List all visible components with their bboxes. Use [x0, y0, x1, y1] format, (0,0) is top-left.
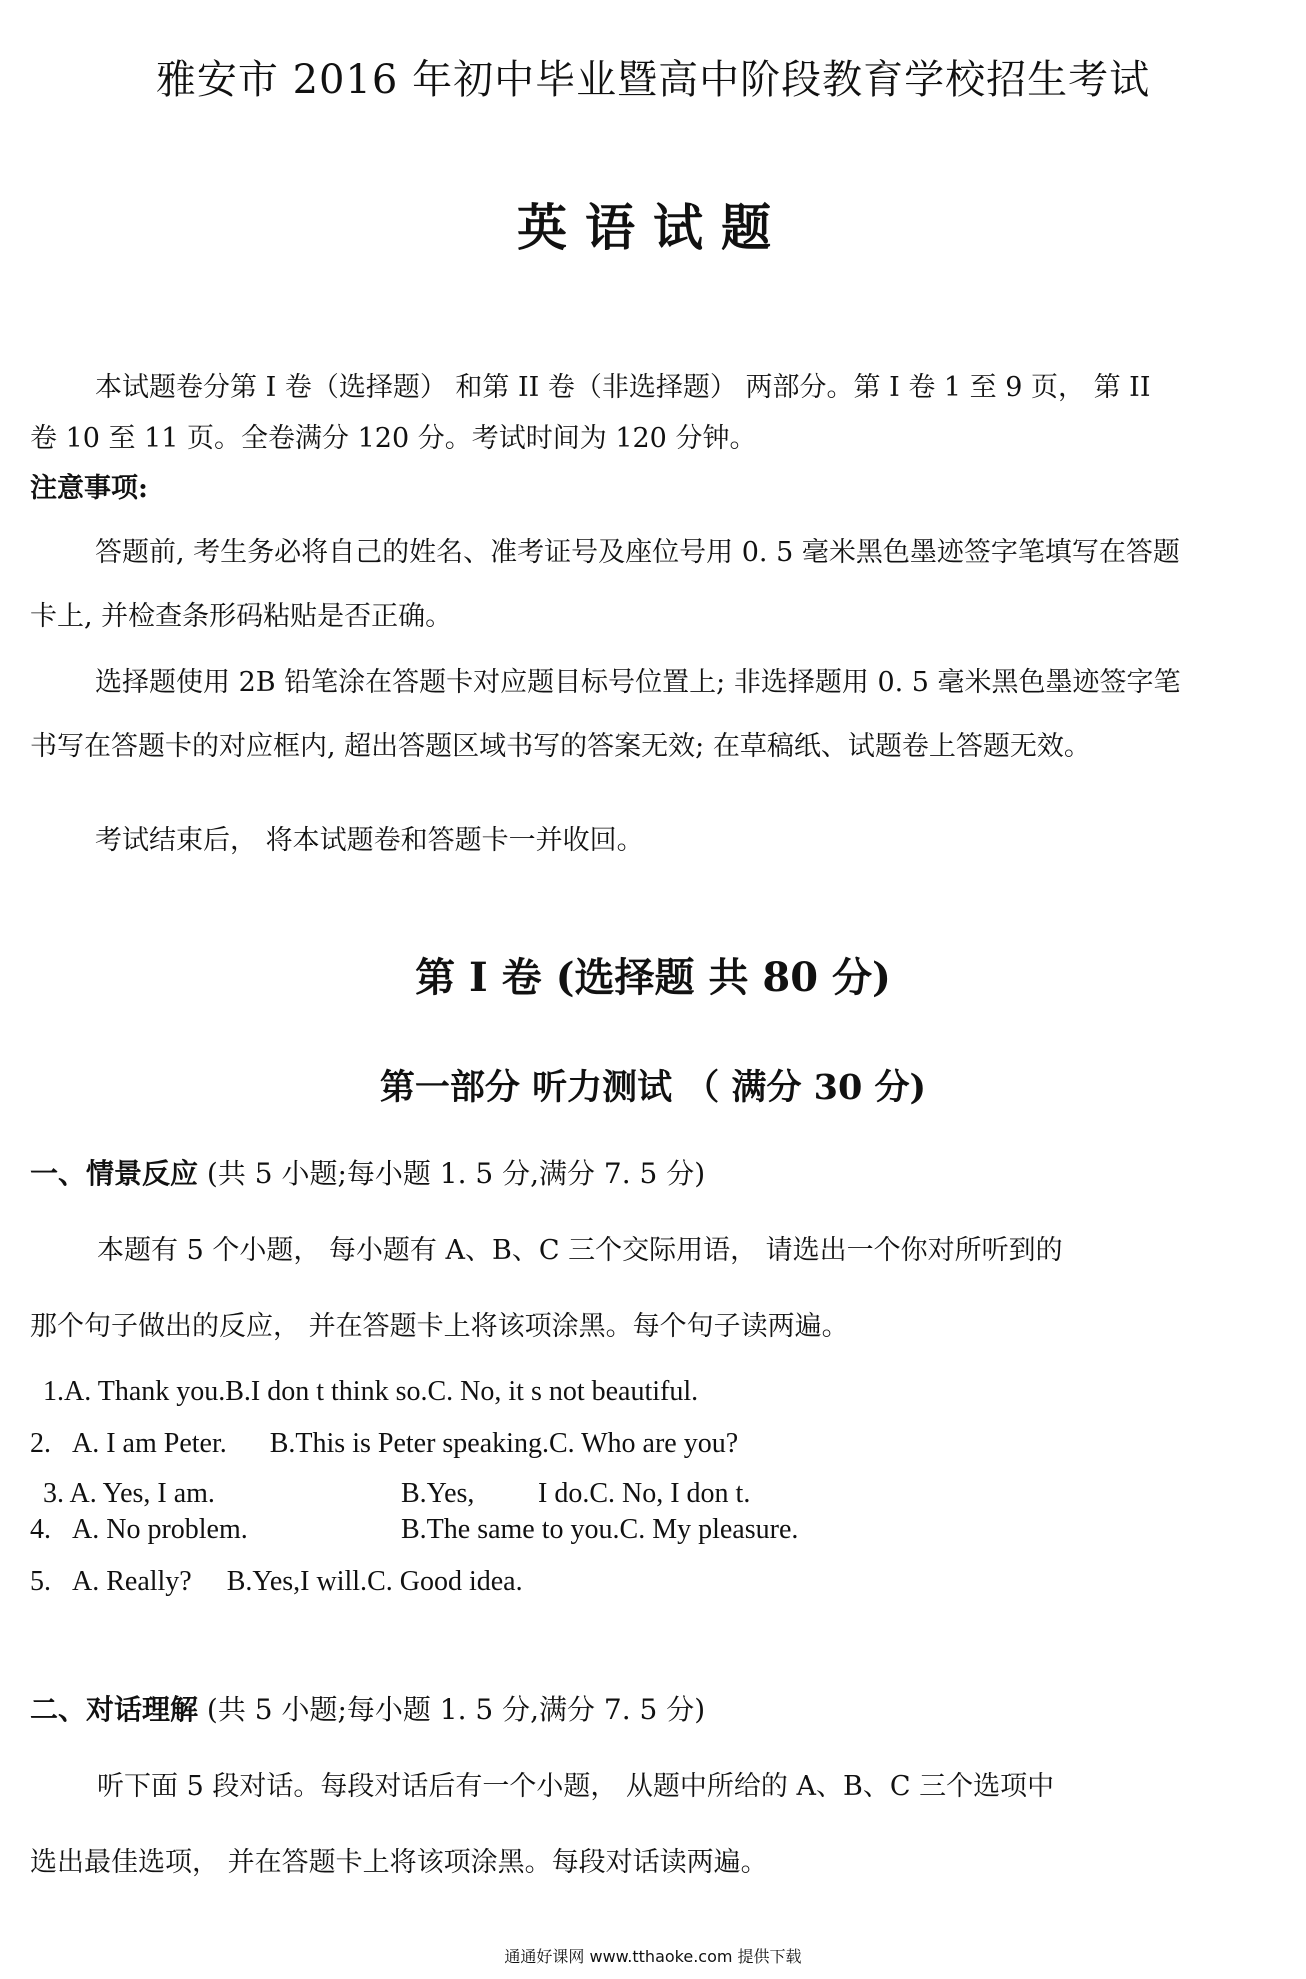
question-3 — [43, 1478, 215, 1510]
option-a: A. I am Peter. — [72, 1428, 227, 1459]
section-1-scoring: (共 5 小题;每小题 1. 5 分,满分 7. 5 分) — [206, 1157, 706, 1190]
volume-1-title: 第 I 卷 (选择题 共 80 分) — [415, 954, 891, 1001]
question-number: 5. — [30, 1566, 51, 1597]
option-a: A. Thank you. — [64, 1376, 226, 1407]
section-2-heading-line — [30, 1688, 705, 1728]
section-2-heading: 二、对话理解 — [30, 1693, 199, 1726]
option-c: C. Good idea. — [367, 1566, 523, 1597]
option-a: A. Yes, I am. — [69, 1478, 215, 1509]
note-2-line-1: 选择题使用 2B 铅笔涂在答题卡对应题目标号位置上; 非选择题用 0. 5 毫米黑色墨迹签字笔 — [95, 667, 1181, 698]
section-2-instruction-line-2: 选出最佳选项， 并在答题卡上将该项涂黑。每段对话读两遍。 — [30, 1847, 768, 1878]
question-4 — [30, 1514, 248, 1546]
note-3: 考试结束后， 将本试题卷和答题卡一并收回。 — [95, 825, 644, 856]
question-5 — [30, 1566, 523, 1598]
question-number: 3. — [43, 1478, 64, 1509]
section-1-heading-line — [30, 1152, 705, 1192]
option-b: B.Yes,I will. — [226, 1566, 368, 1597]
section-1-instruction-line-2: 那个句子做出的反应， 并在答题卡上将该项涂黑。每个句子读两遍。 — [30, 1311, 849, 1342]
intro-line-1: 本试题卷分第 I 卷（选择题） 和第 II 卷（非选择题） 两部分。第 I 卷 1 至 9 页， 第 II — [95, 372, 1151, 403]
section-1-instruction-line-1: 本题有 5 个小题， 每小题有 A、B、C 三个交际用语， 请选出一个你对所听到的 — [97, 1235, 1063, 1266]
question-3-option-b: B.Yes, — [401, 1478, 475, 1509]
intro-line-2: 卷 10 至 11 页。全卷满分 120 分。考试时间为 120 分钟。 — [30, 423, 757, 454]
option-b: B.This is Peter speaking. — [269, 1428, 549, 1459]
question-1 — [43, 1376, 698, 1408]
note-1-line-1: 答题前, 考生务必将自己的姓名、准考证号及座位号用 0. 5 毫米黑色墨迹签字笔填写在答题 — [95, 537, 1180, 568]
part-1-title: 第一部分 听力测试 （ 满分 30 分) — [379, 1067, 927, 1108]
section-2-instruction-line-1: 听下面 5 段对话。每段对话后有一个小题， 从题中所给的 A、B、C 三个选项中 — [97, 1771, 1055, 1802]
section-1-heading: 一、情景反应 — [30, 1157, 199, 1190]
subject-title: 英语试题 — [517, 198, 789, 257]
section-2-scoring: (共 5 小题;每小题 1. 5 分,满分 7. 5 分) — [206, 1693, 706, 1726]
question-2 — [30, 1428, 738, 1460]
note-1-line-2: 卡上, 并检查条形码粘贴是否正确。 — [30, 601, 453, 632]
note-2-line-2: 书写在答题卡的对应框内, 超出答题区域书写的答案无效; 在草稿纸、试题卷上答题无效。 — [30, 731, 1091, 762]
question-number: 4. — [30, 1514, 51, 1545]
question-number: 2. — [30, 1428, 51, 1459]
question-3-option-c: I do.C. No, I don t. — [538, 1478, 751, 1509]
option-a: A. No problem. — [72, 1514, 248, 1545]
option-c: C. No, it s not beautiful. — [427, 1376, 699, 1407]
footer-credit: 通通好课网 www.tthaoke.com 提供下载 — [504, 1947, 802, 1966]
question-number: 1. — [43, 1376, 64, 1407]
exam-title: 雅安市 2016 年初中毕业暨高中阶段教育学校招生考试 — [155, 57, 1151, 103]
option-b: B.The same to you. — [401, 1514, 620, 1545]
option-a: A. Really? — [72, 1566, 192, 1597]
option-c: C. My pleasure. — [619, 1514, 799, 1545]
option-c: C. Who are you? — [548, 1428, 739, 1459]
question-4-option-bc — [401, 1514, 798, 1546]
option-b: B.I don t think so. — [225, 1376, 428, 1407]
notes-heading: 注意事项: — [30, 473, 148, 504]
